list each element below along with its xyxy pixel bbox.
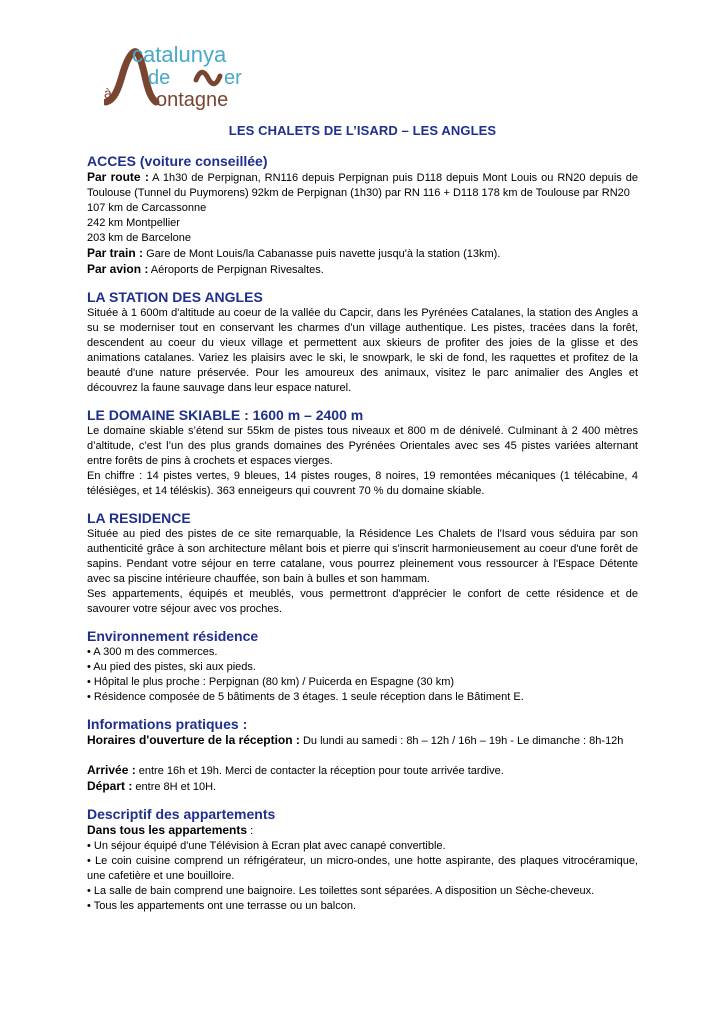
descriptif-sub-text: : bbox=[247, 825, 254, 837]
list-item: • Tous les appartements ont une terrasse ou un balcon. bbox=[87, 900, 357, 912]
section-acces bbox=[87, 153, 638, 278]
catalunya-logo bbox=[104, 40, 264, 112]
section-descriptif bbox=[87, 806, 638, 914]
list-item: • Le coin cuisine comprend un réfrigérateur, un micro-ondes, une hotte aspirante, des plaques vitrocéramique, une cafetière et une bouilloire. bbox=[87, 855, 638, 882]
depart-text: entre 8H et 10H. bbox=[132, 781, 217, 793]
environnement-heading: Environnement résidence bbox=[87, 628, 259, 644]
distance-barcelone: 203 km de Barcelone bbox=[87, 232, 191, 244]
logo-a: à bbox=[104, 85, 112, 101]
train-text: Gare de Mont Louis/la Cabanasse puis navette jusqu'à la station (13km). bbox=[143, 248, 501, 260]
list-item: • La salle de bain comprend une baignoire. Les toilettes sont séparées. A disposition un Sèche-cheveux. bbox=[87, 885, 595, 897]
distance-montpellier: 242 km Montpellier bbox=[87, 217, 180, 229]
acces-heading: ACCES (voiture conseillée) bbox=[87, 153, 268, 169]
acces-route bbox=[87, 170, 638, 201]
acces-train bbox=[87, 246, 638, 262]
horaires-label: Horaires d'ouverture de la réception : bbox=[87, 733, 300, 747]
section-residence bbox=[87, 510, 638, 617]
descriptif-heading: Descriptif des appartements bbox=[87, 806, 276, 822]
section-domaine bbox=[87, 407, 638, 499]
residence-heading: LA RESIDENCE bbox=[87, 510, 191, 526]
route-text: A 1h30 de Perpignan, RN116 depuis Perpignan puis D118 depuis Mont Louis ou RN20 depuis de Toulouse (Tunnel du Puymorens) 92km de Perpignan (1h30) par RN 116 + D118 178 km de Toulouse par RN20 bbox=[87, 172, 639, 199]
list-item: • Résidence composée de 5 bâtiments de 3 étages. 1 seule réception dans le Bâtiment E. bbox=[87, 691, 524, 703]
infos-horaires bbox=[87, 733, 638, 749]
train-label: Par train : bbox=[87, 246, 144, 260]
station-heading: LA STATION DES ANGLES bbox=[87, 289, 263, 305]
acces-avion bbox=[87, 262, 638, 278]
logo-ontagne: ontagne bbox=[156, 89, 229, 111]
descriptif-subheading bbox=[87, 823, 638, 839]
wave-shape bbox=[196, 72, 220, 84]
logo-de: de bbox=[148, 67, 171, 89]
route-label: Par route : bbox=[87, 170, 149, 184]
section-infos bbox=[87, 716, 638, 795]
arrivee-text: entre 16h et 19h. Merci de contacter la réception pour toute arrivée tardive. bbox=[135, 765, 504, 777]
infos-heading: Informations pratiques : bbox=[87, 716, 248, 732]
depart-label: Départ : bbox=[87, 779, 133, 793]
document-title: LES CHALETS DE L’ISARD – LES ANGLES bbox=[228, 123, 497, 138]
infos-arrivee bbox=[87, 763, 638, 779]
arrivee-label: Arrivée : bbox=[87, 763, 136, 777]
avion-label: Par avion : bbox=[87, 262, 149, 276]
logo-mer: er bbox=[224, 67, 242, 89]
list-item: • Un séjour équipé d'une Télévision à Ecran plat avec canapé convertible. bbox=[87, 840, 446, 852]
domaine-heading: LE DOMAINE SKIABLE : 1600 m – 2400 m bbox=[87, 407, 364, 423]
residence-text-1: Située au pied des pistes de ce site remarquable, la Résidence Les Chalets de l'Isard vous séduira par son authenticité grâce à son architecture mêlant bois et pierre qui s'inscrit harmonieusement au coeur d'une forêt de sapins. Pendant votre séjour en terre catalane, vous pourrez pleinement vous ressourcer à l'Espace Détente avec sa piscine intérieure chauffée, son bain à bulles et son hammam. bbox=[87, 528, 638, 585]
domaine-text-1: Le domaine skiable s’étend sur 55km de pistes tous niveaux et 800 m de dénivelé. Culminant à 2 400 mètres d’altitude, c’est l’un des plus grands domaines des Pyrénées Orientales avec ses 45 pistes variées alternant entre forêts de pins à crochets et espaces vierges. bbox=[87, 425, 638, 467]
logo-catalunya: catalunya bbox=[132, 42, 227, 67]
section-station bbox=[87, 289, 638, 396]
section-environnement bbox=[87, 628, 638, 705]
domaine-text-2: En chiffre : 14 pistes vertes, 9 bleues, 14 pistes rouges, 8 noires, 19 remontées mécaniques (1 télécabine, 4 télésièges, et 14 téléskis). 363 enneigeurs qui couvrent 70 % du domaine skiable. bbox=[87, 470, 638, 497]
spacer bbox=[87, 749, 638, 763]
list-item: • Au pied des pistes, ski aux pieds. bbox=[87, 661, 256, 673]
list-item: • Hôpital le plus proche : Perpignan (80 km) / Puicerda en Espagne (30 km) bbox=[87, 676, 455, 688]
list-item: • A 300 m des commerces. bbox=[87, 646, 218, 658]
distance-carcassonne: 107 km de Carcassonne bbox=[87, 202, 207, 214]
horaires-text: Du lundi au samedi : 8h – 12h / 16h – 19h - Le dimanche : 8h-12h bbox=[299, 735, 624, 747]
avion-text: Aéroports de Perpignan Rivesaltes. bbox=[148, 264, 324, 276]
document-body bbox=[87, 150, 638, 914]
residence-text-2: Ses appartements, équipés et meublés, vous permettront d'apprécier le confort de cette résidence et de savourer votre séjour avec vos proches. bbox=[87, 588, 638, 615]
descriptif-sub-label: Dans tous les appartements bbox=[87, 823, 248, 837]
station-text: Située à 1 600m d'altitude au coeur de la vallée du Capcir, dans les Pyrénées Catalanes, la station des Angles a su se moderniser tout en conservant les charmes d'un village authentique. Les pistes, tracées dans la forêt, descendent au coeur du vieux village et permettent aux skieurs de profiter des joies de la glisse et des animations catalanes. Variez les plaisirs avec le ski, le snowpark, le ski de fond, les raquettes et profitez de la beauté d'une nature préservée. Pour les amoureux des animaux, visitez le parc animalier des Angles et découvrez la faune sauvage dans leur espace naturel. bbox=[87, 307, 638, 394]
infos-depart bbox=[87, 779, 638, 795]
